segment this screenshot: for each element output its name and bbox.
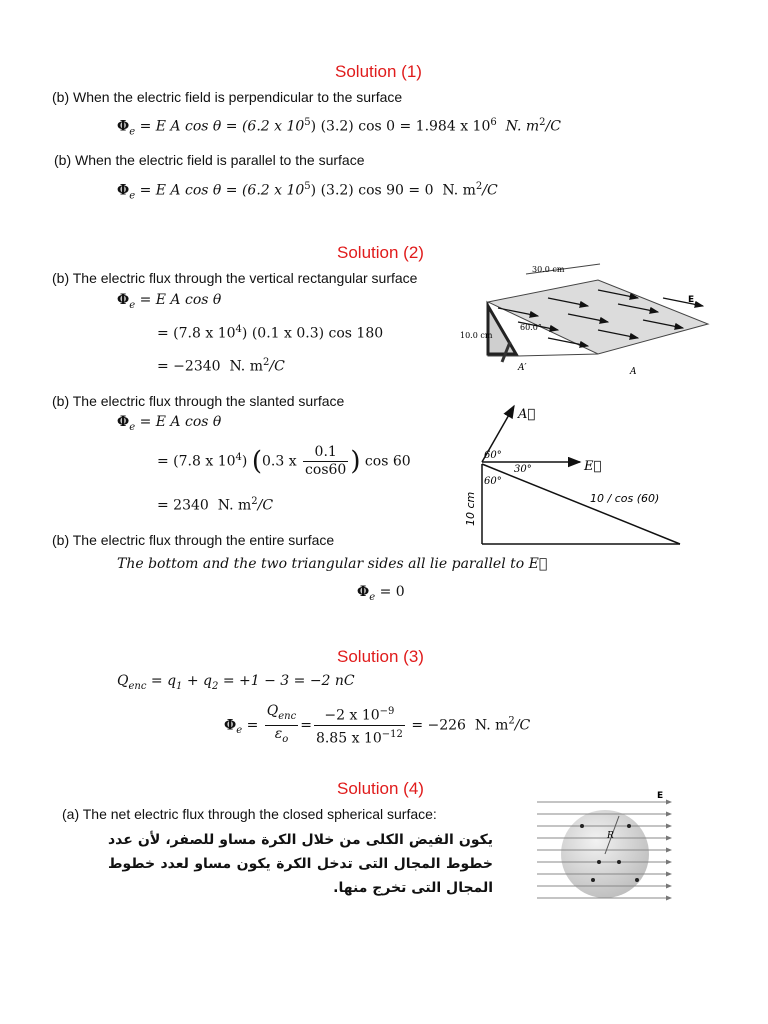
s4-part-a-label: (a) The net electric flux through the closed spherical surface: (62, 806, 437, 822)
angle-30: 30° (514, 464, 532, 475)
s2-part-a-eq2: = (7.8 x $10^4$) (0.1 x 0.3) cos 180 (157, 324, 384, 342)
solution-2-title: Solution (2) (337, 243, 424, 262)
angle-label: 60.0° (520, 323, 542, 332)
s1-part-b-equation: $\Phi_e = E$ A cos θ = (6.2 x $10^5$) (3.2) cos 90 = 0 N. $m^2/C$ (117, 181, 498, 202)
a-prime-label: A′ (518, 363, 527, 373)
s2-part-b-eq3: = 2340 N. $m^2/C$ (157, 496, 274, 514)
side-label: 10 cm (464, 491, 477, 526)
s2-part-c-text: The bottom and the two triangular sides all lie parallel to E⃗ (117, 556, 548, 572)
s1-part-a-label: (b) When the electric field is perpendicular to the surface (52, 89, 403, 105)
s2-part-b-label: (b) The electric flux through the slanted surface (52, 393, 345, 409)
s1-part-a-equation: $\Phi_e = E$ A cos θ = (6.2 x $10^5$) (3.2) cos 0 = 1.984 x $10^6$ N. $m^2/C$ (117, 117, 561, 138)
sphere-field-figure (535, 788, 675, 906)
dim-side-label: 10.0 cm (460, 331, 493, 340)
a-vector-label: A⃗ (518, 407, 536, 422)
s3-flux-equation: $\Phi_e$ = $\frac{Q_{enc}}{\varepsilon_o}$ = $\frac{-2 x 10^{-9}}{8.85 x 10^{-12}}$ = −226 N. $m^2/C$ (224, 703, 531, 747)
s2-part-c-label: (b) The electric flux through the entire surface (52, 532, 335, 548)
s2-part-a-eq1: $\Phi_e = E$ A cos θ (117, 292, 222, 311)
s2-part-a-label: (b) The electric flux through the vertical rectangular surface (52, 270, 418, 286)
solution-4-title: Solution (4) (337, 779, 424, 798)
a-label: A (630, 367, 637, 377)
e-field-label: E (657, 791, 664, 801)
e-field-label: E (688, 295, 695, 305)
s2-part-c-eq: $\Phi_e = 0$ (357, 584, 405, 603)
s1-part-b-label: (b) When the electric field is parallel to the surface (54, 152, 365, 168)
e-vector-label: E⃗ (584, 459, 602, 474)
s3-charge-equation: $Q_{enc} = q_1 + q_2 = +1 - 3 = -2$ nC (117, 673, 355, 692)
slanted-surface-figure (458, 258, 718, 380)
angle-60-bottom: 60° (484, 476, 502, 487)
s2-part-b-eq2: = (7.8 x $10^4$) (0.3 x $\frac{0.1}{\cos 60}$ ) cos 60 (157, 444, 411, 478)
s2-part-a-eq3: = −2340 N. $m^2/C$ (157, 357, 285, 375)
dim-top-label: 30.0 cm (532, 265, 565, 274)
solution-3-title: Solution (3) (337, 647, 424, 666)
hypotenuse-label: 10 / cos (60) (590, 492, 660, 505)
radius-label: R (607, 831, 614, 841)
triangle-figure (458, 398, 688, 550)
angle-60-top: 60° (484, 450, 502, 461)
s2-part-b-eq1: $\Phi_e = E$ A cos θ (117, 414, 222, 433)
solution-1-title: Solution (1) (335, 62, 422, 81)
s4-arabic-explanation: يكون الفيض الكلى من خلال الكرة مساو للصفر، لأن عدد خطوط المجال التى تدخل الكرة يكون مساو لعدد خطوط المجال التى تخرج منها. (108, 832, 493, 896)
